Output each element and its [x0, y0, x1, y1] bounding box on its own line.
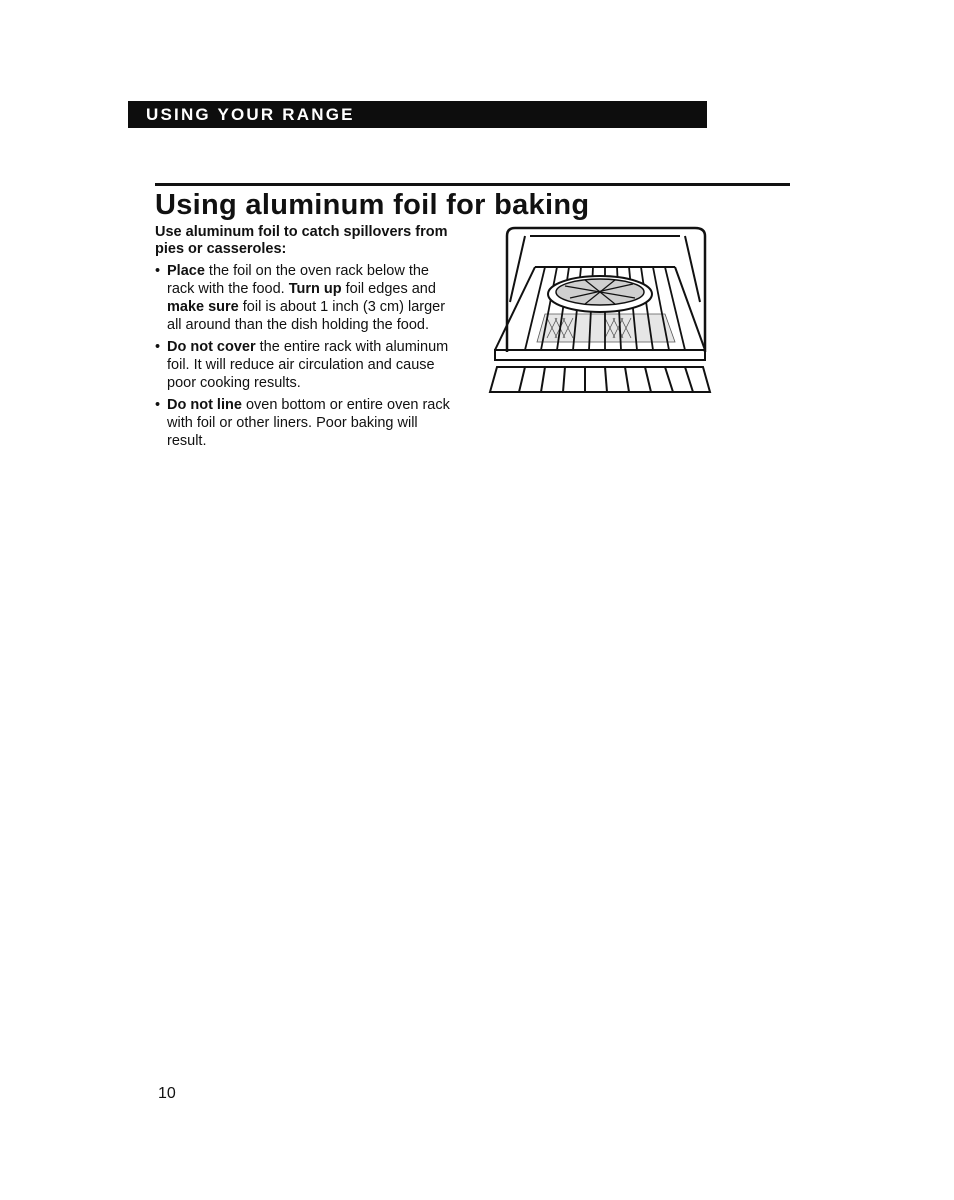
bullet-icon: • — [155, 339, 161, 355]
list-item — [155, 262, 455, 334]
bullet-text: the foil on the oven rack below the rack with the food. — [167, 263, 429, 297]
bullet-lead: Turn up — [288, 281, 342, 297]
intro-text: Use aluminum foil to catch spillovers from pies or casseroles: — [155, 224, 448, 257]
page-number: 10 — [158, 1085, 176, 1102]
bullet-text: oven bottom or entire oven rack with foil or other liners. Poor baking will result. — [167, 397, 450, 449]
bullet-text: foil is about 1 inch (3 cm) larger all around than the dish holding the food. — [167, 299, 446, 333]
instruction-list — [155, 262, 455, 454]
bullet-lead: Place — [167, 263, 205, 279]
bullet-lead: Do not line — [167, 397, 242, 413]
oven-rack-with-pie-and-foil-illustration — [485, 222, 715, 402]
bullet-lead: make sure — [167, 299, 239, 315]
bullet-text: the entire rack with aluminum foil. It will reduce air circulation and cause poor cooking results. — [167, 339, 449, 391]
section-header-bar — [128, 101, 707, 128]
list-item — [155, 396, 455, 450]
section-header-title: USING YOUR RANGE — [146, 105, 355, 124]
list-item — [155, 338, 455, 392]
bullet-icon: • — [155, 397, 161, 413]
bullet-icon: • — [155, 263, 161, 279]
bullet-text: foil edges and — [341, 281, 436, 297]
page-title: Using aluminum foil for baking — [155, 189, 590, 221]
bullet-lead: Do not cover — [167, 339, 256, 355]
